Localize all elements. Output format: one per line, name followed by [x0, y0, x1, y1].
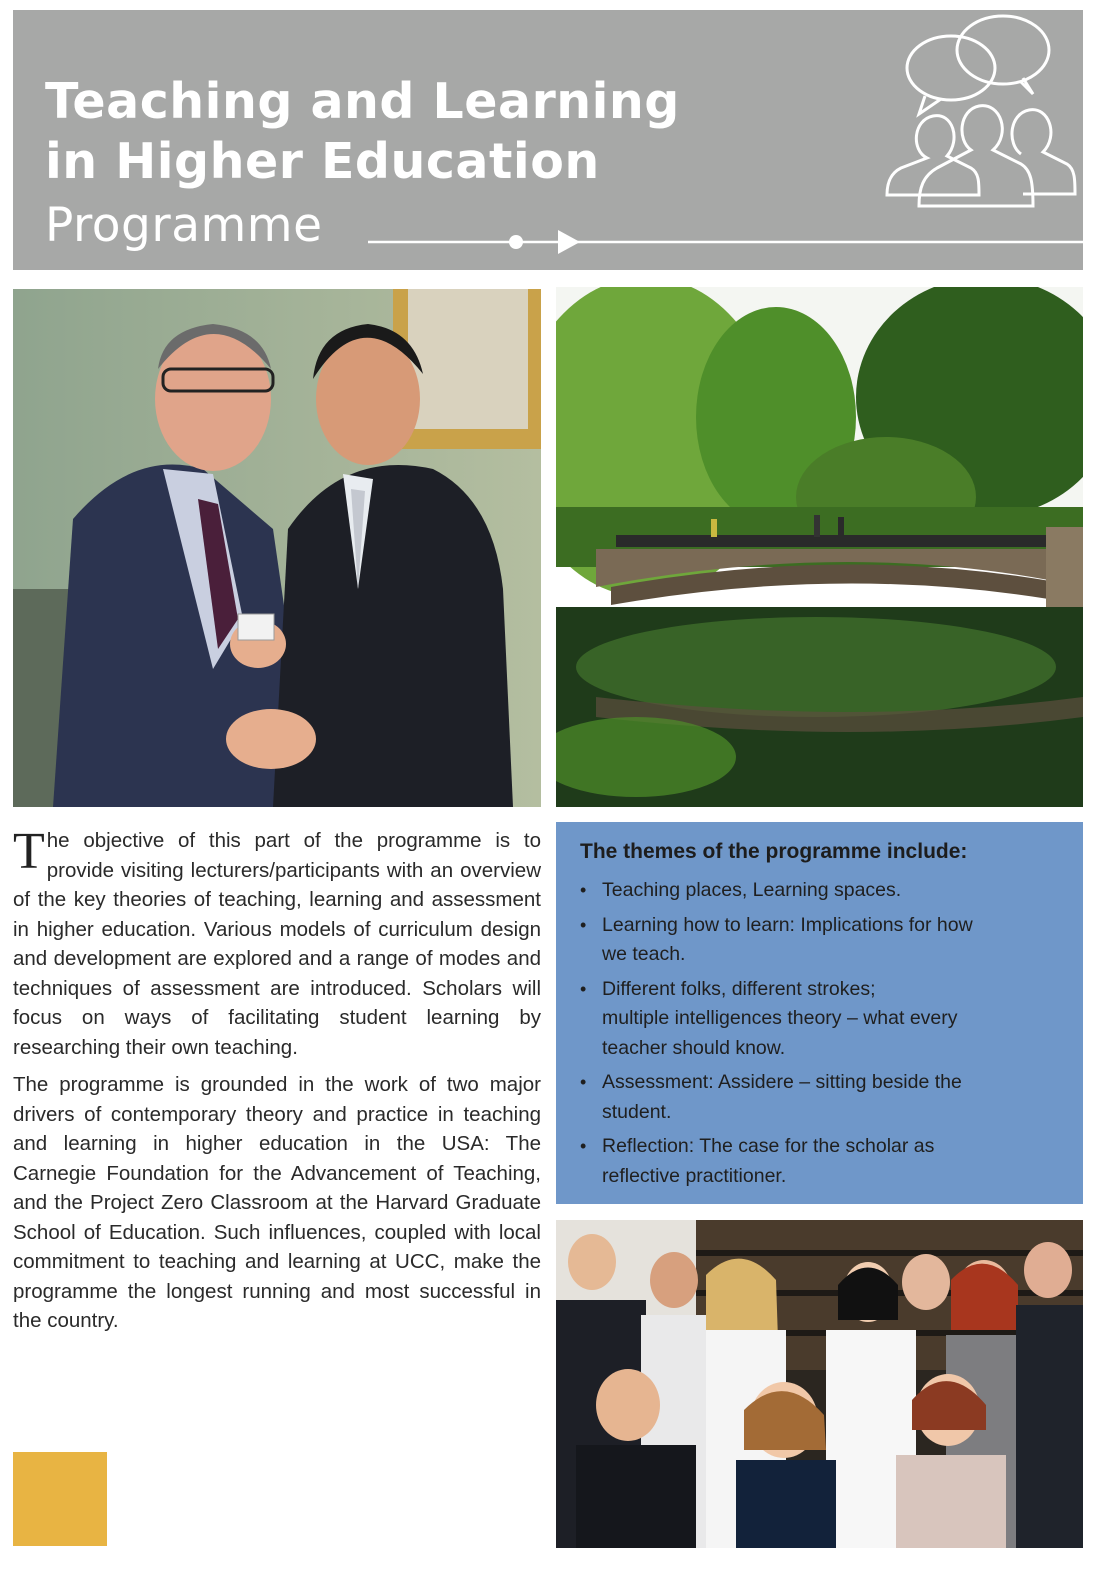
list-item-line: teacher should know. [602, 1036, 786, 1059]
header-banner [13, 10, 1083, 270]
list-item-line: • Different folks, different strokes; [602, 977, 876, 1000]
themes-list [580, 876, 1059, 1191]
paragraph-2: The programme is grounded in the work of two major drivers of contemporary theory and practice in teaching and learning in higher education in the USA: The Carnegie Foundation for the Advancement of Teaching, and the Project Zero Classroom at the Harvard Graduate School of Education. Such influences, coupled with local commitment to teaching and learning at UCC, make the programme the longest running and most successful in the country. [13, 1073, 541, 1332]
title-line-1: Teaching and Learning [45, 73, 680, 130]
people-speech-bubbles-icon [871, 10, 1081, 230]
body-text [13, 823, 541, 1344]
drop-cap: T [13, 823, 45, 880]
themes-heading: The themes of the programme include: [580, 840, 968, 863]
list-item-line: • Teaching places, Learning spaces. [602, 879, 902, 901]
title-line-2: in Higher Education [45, 133, 600, 190]
list-item-line: student. [602, 1100, 672, 1123]
themes-box [556, 822, 1083, 1204]
list-item-line: we teach. [602, 943, 686, 965]
intro-paragraph [13, 823, 541, 1062]
list-item [580, 975, 1059, 1064]
group-photo [556, 1220, 1083, 1548]
paragraph-1-text: he objective of this part of the programme is to provide visiting lecturers/participants with an overview of the key theories of teaching, learning and assessment in higher education. Various models of curriculum design and development are explored and a range of modes and techniques of assessment are introduced. Scholars will focus on ways of facilitating student learning by researching their own teaching. [13, 829, 541, 1059]
handshake-photo [13, 289, 541, 807]
list-item [580, 1068, 1059, 1127]
bridge-river-photo [556, 287, 1083, 807]
list-item-line: • Assessment: Assidere – sitting beside the [602, 1071, 962, 1093]
page-title [45, 72, 680, 192]
list-item-line: • Learning how to learn: Implications for how [602, 913, 973, 936]
list-item-line: multiple intelligences theory – what every [602, 1007, 958, 1029]
accent-square [13, 1452, 107, 1546]
list-item-line: • Reflection: The case for the scholar as [602, 1135, 935, 1157]
page-subtitle: Programme [45, 198, 323, 253]
list-item [580, 911, 1059, 970]
list-item [580, 876, 1059, 906]
list-item-line: reflective practitioner. [602, 1164, 787, 1187]
list-item [580, 1132, 1059, 1191]
